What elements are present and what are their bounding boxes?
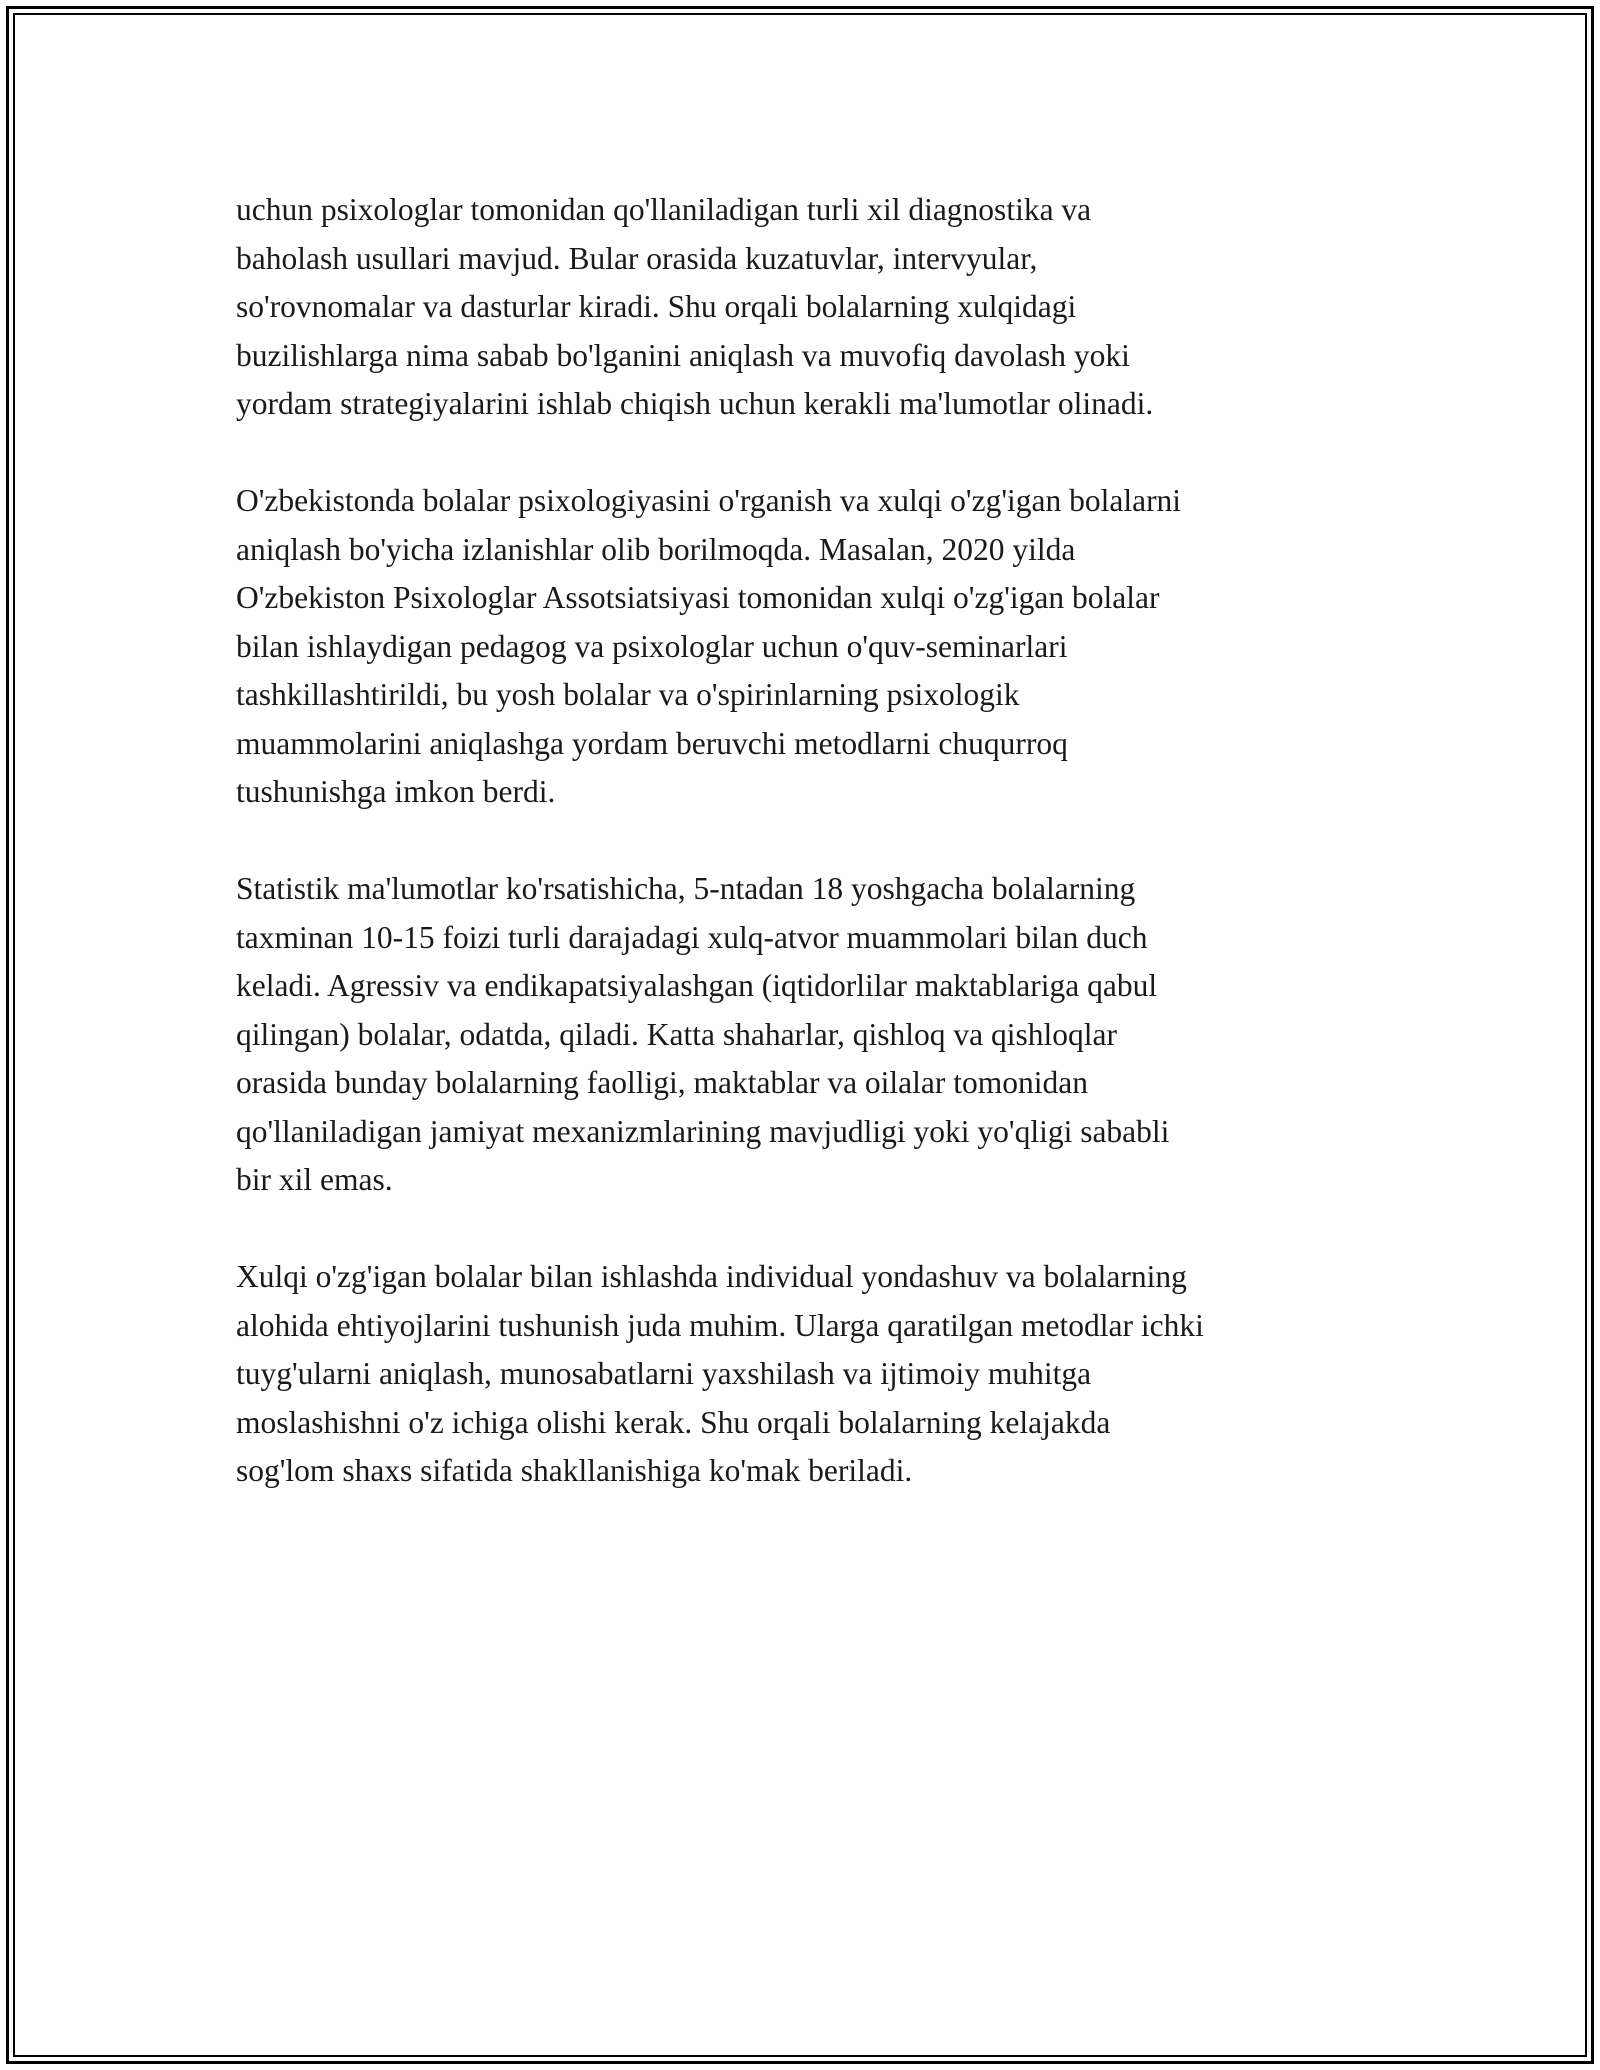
text-line: tushunishga imkon berdi. bbox=[236, 774, 556, 809]
text-line: aniqlash bo'yicha izlanishlar olib borilmoqda. Masalan, 2020 yilda bbox=[236, 531, 1076, 567]
text-line: qo'llaniladigan jamiyat mexanizmlarining mavjudligi yoki yo'qligi sababli bbox=[236, 1113, 1170, 1149]
paragraph-individual-approach bbox=[236, 1253, 1416, 1496]
text-line: so'rovnomalar va dasturlar kiradi. Shu orqali bolalarning xulqidagi bbox=[236, 289, 1077, 324]
text-line: bilan ishlaydigan pedagog va psixologlar uchun o'quv-seminarlari bbox=[236, 628, 1068, 664]
document-body bbox=[236, 186, 1416, 1544]
text-line: alohida ehtiyojlarini tushunish juda muhim. Ularga qaratilgan metodlar ichki bbox=[236, 1307, 1204, 1343]
paragraph-uzbekistan-research bbox=[236, 477, 1416, 817]
text-line: yordam strategiyalarini ishlab chiqish uchun kerakli ma'lumotlar olinadi. bbox=[236, 386, 1154, 421]
text-line: tuyg'ularni aniqlash, munosabatlarni yaxshilash va ijtimoiy muhitga bbox=[236, 1356, 1092, 1391]
text-line: keladi. Agressiv va endikapatsiyalashgan (iqtidorlilar maktablariga qabul bbox=[236, 968, 1158, 1003]
text-line: Statistik ma'lumotlar ko'rsatishicha, 5-ntadan 18 yoshgacha bolalarning bbox=[236, 871, 1136, 906]
text-line: bir xil emas. bbox=[236, 1162, 393, 1197]
text-line: qilingan) bolalar, odatda, qiladi. Katta shaharlar, qishloq va qishloqlar bbox=[236, 1016, 1117, 1052]
text-line: O'zbekiston Psixologlar Assotsiatsiyasi tomonidan xulqi o'zg'igan bolalar bbox=[236, 580, 1160, 615]
text-line: sog'lom shaxs sifatida shakllanishiga ko'mak beriladi. bbox=[236, 1453, 913, 1488]
text-line: buzilishlarga nima sabab bo'lganini aniqlash va muvofiq davolash yoki bbox=[236, 337, 1130, 373]
text-line: O'zbekistonda bolalar psixologiyasini o'rganish va xulqi o'zg'igan bolalarni bbox=[236, 483, 1182, 518]
text-line: moslashishni o'z ichiga olishi kerak. Shu orqali bolalarning kelajakda bbox=[236, 1404, 1111, 1440]
text-line: Xulqi o'zg'igan bolalar bilan ishlashda individual yondashuv va bolalarning bbox=[236, 1259, 1187, 1294]
text-line: taxminan 10-15 foizi turli darajadagi xulq-atvor muammolari bilan duch bbox=[236, 919, 1148, 955]
text-line: orasida bunday bolalarning faolligi, maktablar va oilalar tomonidan bbox=[236, 1065, 1088, 1100]
paragraph-statistics bbox=[236, 865, 1416, 1205]
paragraph-diagnostics bbox=[236, 186, 1416, 429]
text-line: tashkillashtirildi, bu yosh bolalar va o'spirinlarning psixologik bbox=[236, 677, 1020, 712]
text-line: baholash usullari mavjud. Bular orasida kuzatuvlar, intervyular, bbox=[236, 240, 1038, 276]
text-line: muammolarini aniqlashga yordam beruvchi metodlarni chuqurroq bbox=[236, 725, 1068, 761]
text-line: uchun psixologlar tomonidan qo'llaniladigan turli xil diagnostika va bbox=[236, 192, 1092, 227]
